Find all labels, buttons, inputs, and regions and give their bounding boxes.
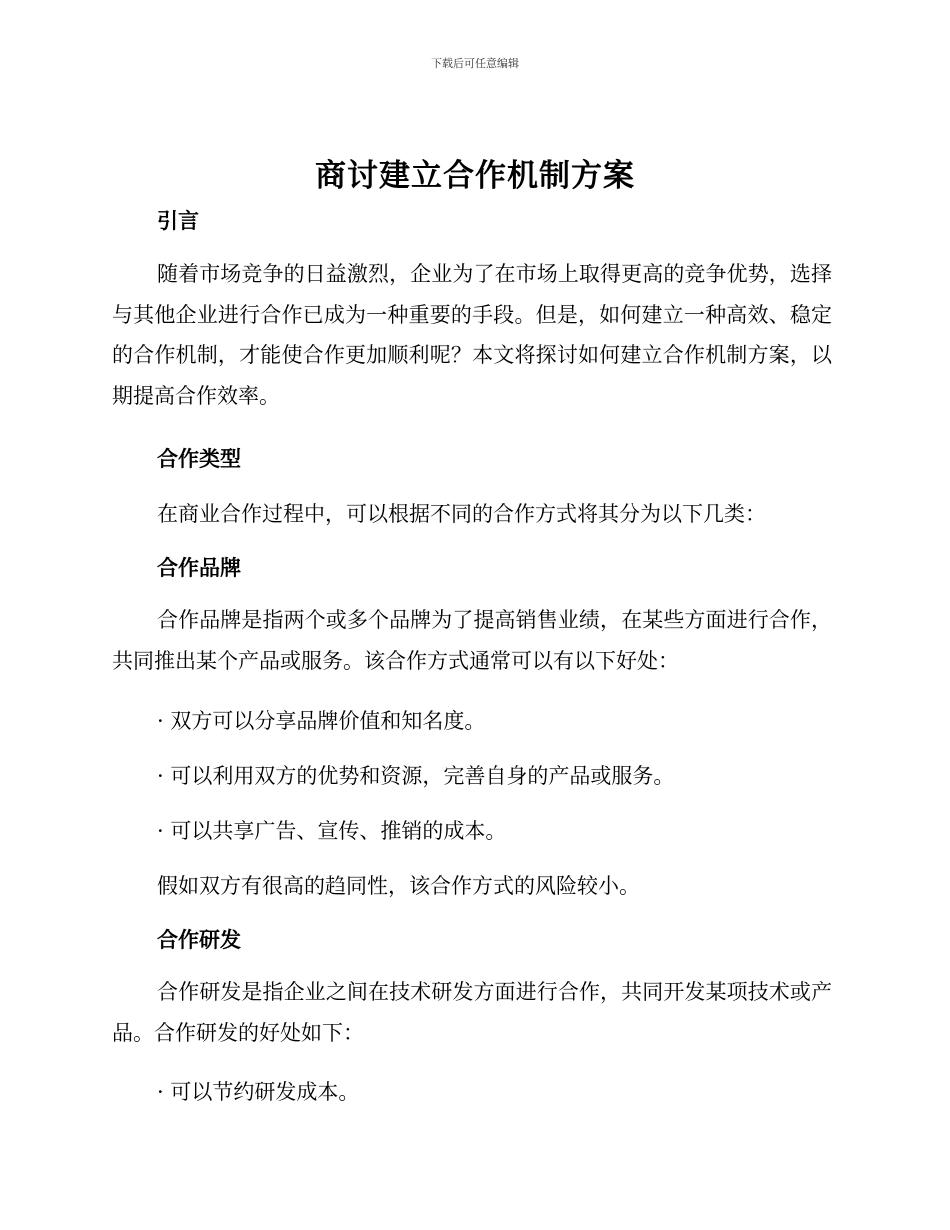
rd-paragraph: 合作研发是指企业之间在技术研发方面进行合作，共同开发某项技术或产品。合作研发的好处如下： — [112, 980, 832, 1045]
types-paragraph: 在商业合作过程中，可以根据不同的合作方式将其分为以下几类： — [157, 502, 766, 526]
brand-paragraph-block — [112, 600, 832, 681]
rd-paragraph-block — [112, 972, 832, 1053]
section-heading-brand: 合作品牌 — [157, 556, 241, 580]
brand-conclusion: 假如双方有很高的趋同性，该合作方式的风险较小。 — [157, 874, 640, 898]
list-item: · 可以共享广告、宣传、推销的成本。 — [157, 819, 507, 843]
intro-paragraph: 随着市场竞争的日益激烈，企业为了在市场上取得更高的竞争优势，选择与其他企业进行合作已成为一种重要的手段。但是，如何建立一种高效、稳定的合作机制，才能使合作更加顺利呢？本文将探讨如何建立合作机制方案，以期提高合作效率。 — [112, 262, 832, 408]
brand-paragraph: 合作品牌是指两个或多个品牌为了提高销售业绩，在某些方面进行合作，共同推出某个产品或服务。该合作方式通常可以有以下好处： — [112, 608, 832, 673]
list-item: · 可以利用双方的优势和资源，完善自身的产品或服务。 — [157, 764, 675, 788]
section-heading-rd: 合作研发 — [157, 928, 241, 952]
section-heading-types: 合作类型 — [157, 447, 241, 471]
list-item: · 可以节约研发成本。 — [157, 1080, 360, 1104]
list-item: · 双方可以分享品牌价值和知名度。 — [157, 709, 486, 733]
document-title: 商讨建立合作机制方案 — [315, 158, 635, 194]
intro-paragraph-block — [112, 254, 832, 416]
header-note: 下载后可任意编辑 — [431, 57, 519, 70]
section-heading-intro: 引言 — [157, 209, 199, 233]
